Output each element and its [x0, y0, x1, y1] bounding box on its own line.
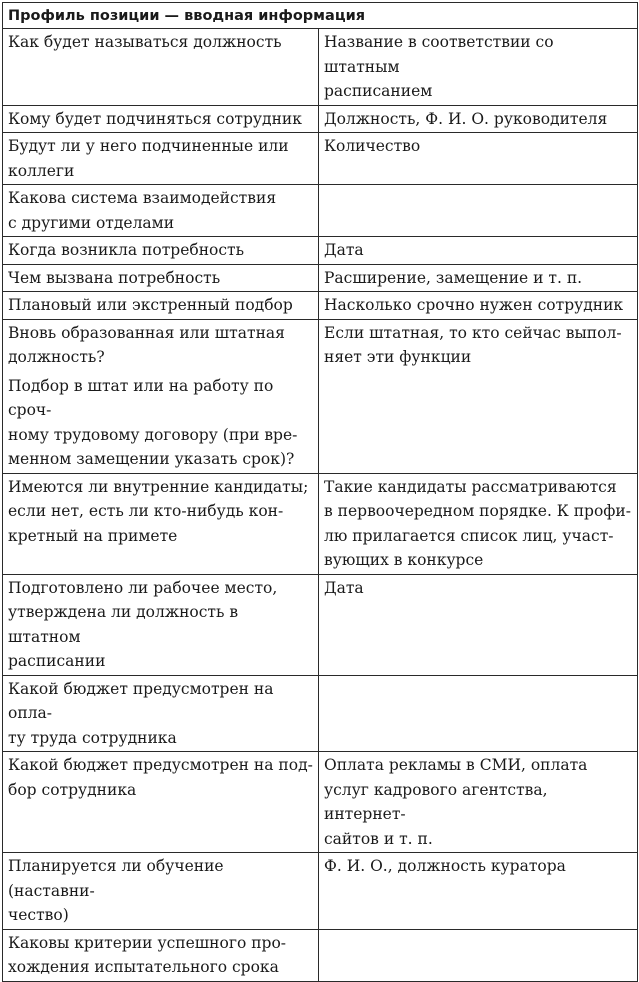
- answer-cell-text-line: Название в соответствии со штатным: [324, 33, 554, 76]
- question-cell-text-line: Вновь образованная или штатная: [8, 323, 285, 342]
- question-cell-paragraph: [8, 931, 314, 980]
- table-row: [3, 319, 638, 473]
- question-cell: [3, 185, 319, 237]
- answer-cell-text-line: няет эти функции: [324, 348, 472, 366]
- question-cell-text-line: Когда возникла потребность: [8, 241, 245, 259]
- answer-cell-paragraph: [324, 30, 633, 104]
- question-cell-text-line: должность?: [8, 348, 105, 366]
- answer-cell: [319, 574, 638, 675]
- table-row: [3, 853, 638, 930]
- question-cell-paragraph: [8, 107, 314, 132]
- table-row: [3, 29, 638, 106]
- answer-cell-text-line: вующих в конкурсе: [324, 551, 484, 569]
- answer-cell-text-line: лю прилагается список лиц, участ-: [324, 526, 614, 545]
- question-cell-paragraph: [8, 576, 314, 674]
- table-row: [3, 752, 638, 853]
- table-row: [3, 264, 638, 292]
- question-cell-text-line: Какой бюджет предусмотрен на под-: [8, 756, 313, 774]
- question-cell-text-line: утверждена ли должность в штатном: [8, 603, 239, 646]
- question-cell: [3, 675, 319, 752]
- question-cell: [3, 752, 319, 853]
- question-cell-text-line: Подбор в штат или на работу по сроч-: [8, 376, 274, 419]
- question-cell: [3, 29, 319, 106]
- question-cell-text-line: Будут ли у него подчиненные или: [8, 137, 289, 155]
- answer-cell-paragraph: [324, 854, 633, 879]
- question-cell-text-line: бор сотрудника: [8, 780, 137, 799]
- question-cell-paragraph: [8, 293, 314, 318]
- answer-cell-paragraph: [324, 107, 633, 132]
- question-cell-paragraph: [8, 677, 314, 751]
- answer-cell-paragraph: [324, 576, 633, 601]
- answer-cell-text-line: Ф. И. О., должность куратора: [324, 857, 566, 875]
- question-cell-text-line: хождения испытательного срока: [8, 958, 279, 976]
- answer-cell: [319, 264, 638, 292]
- answer-cell-paragraph: [324, 266, 633, 291]
- answer-cell-text-line: в первоочередном порядке. К профи-: [324, 502, 632, 520]
- question-cell-text-line: расписании: [8, 652, 106, 670]
- question-cell: [3, 319, 319, 473]
- answer-cell-paragraph: [324, 238, 633, 263]
- question-cell: [3, 473, 319, 574]
- question-cell-paragraph: [8, 374, 314, 472]
- table-title-row: [3, 3, 638, 29]
- answer-cell-text-line: Количество: [324, 137, 421, 155]
- question-cell: [3, 853, 319, 930]
- question-cell-text-line: Кому будет подчиняться сотрудник: [8, 109, 302, 128]
- table-row: [3, 185, 638, 237]
- question-cell-text-line: Какой бюджет предусмотрен на опла-: [8, 679, 274, 722]
- answer-cell-text-line: Должность, Ф. И. О. руководителя: [324, 109, 608, 128]
- answer-cell-text-line: услуг кадрового агентства, интернет-: [324, 780, 548, 823]
- answer-cell: [319, 292, 638, 320]
- answer-cell-paragraph: [324, 753, 633, 851]
- question-cell-text-line: коллеги: [8, 161, 75, 180]
- question-cell-paragraph: [8, 321, 314, 370]
- table-row: [3, 292, 638, 320]
- question-cell-text-line: Как будет называться должность: [8, 33, 282, 51]
- question-cell-text-line: чество): [8, 906, 69, 924]
- position-profile-table: [2, 2, 638, 982]
- answer-cell-text-line: расписанием: [324, 82, 433, 100]
- question-cell-text-line: Подготовлено ли рабочее место,: [8, 578, 278, 597]
- question-cell-text-line: Какова система взаимодействия: [8, 189, 277, 207]
- question-cell-paragraph: [8, 238, 314, 263]
- question-cell-text-line: Каковы критерии успешного про-: [8, 933, 287, 952]
- question-cell-text-line: Имеются ли внутренние кандидаты;: [8, 477, 309, 496]
- table-header: [3, 3, 638, 29]
- table-row: [3, 473, 638, 574]
- question-cell: [3, 292, 319, 320]
- answer-cell: [319, 237, 638, 265]
- answer-cell-paragraph: [324, 321, 633, 370]
- answer-cell: [319, 473, 638, 574]
- question-cell-paragraph: [8, 30, 314, 55]
- table-row: [3, 105, 638, 133]
- question-cell-text-line: ному трудовому договору (при вре-: [8, 425, 298, 444]
- question-cell: [3, 929, 319, 981]
- answer-cell-text-line: Расширение, замещение и т. п.: [324, 268, 583, 287]
- answer-cell: [319, 29, 638, 106]
- answer-cell: [319, 319, 638, 473]
- table-row: [3, 237, 638, 265]
- question-cell-text-line: Плановый или экстренный подбор: [8, 296, 293, 314]
- answer-cell-paragraph: [324, 134, 633, 159]
- question-cell: [3, 237, 319, 265]
- question-cell-paragraph: [8, 475, 314, 549]
- question-cell-text-line: если нет, есть ли кто-нибудь кон-: [8, 502, 284, 520]
- answer-cell: [319, 133, 638, 185]
- answer-cell-text-line: Оплата рекламы в СМИ, оплата: [324, 756, 588, 774]
- answer-cell-text-line: Дата: [324, 578, 364, 597]
- question-cell-text-line: кретный на примете: [8, 526, 178, 545]
- question-cell-text-line: ту труда сотрудника: [8, 728, 177, 747]
- question-cell-text-line: менном замещении указать срок)?: [8, 450, 295, 468]
- table-body: [3, 29, 638, 982]
- answer-cell: [319, 929, 638, 981]
- question-cell: [3, 133, 319, 185]
- answer-cell-text-line: Дата: [324, 241, 364, 259]
- answer-cell-paragraph: [324, 293, 633, 318]
- table-row: [3, 574, 638, 675]
- table-row: [3, 133, 638, 185]
- answer-cell: [319, 105, 638, 133]
- question-cell-paragraph: [8, 266, 314, 291]
- question-cell-text-line: Планируется ли обучение (наставни-: [8, 857, 224, 900]
- question-cell-paragraph: [8, 134, 314, 183]
- question-cell-paragraph: [8, 186, 314, 235]
- answer-cell: [319, 185, 638, 237]
- answer-cell-text-line: Если штатная, то кто сейчас выпол-: [324, 323, 622, 342]
- answer-cell: [319, 675, 638, 752]
- table-row: [3, 675, 638, 752]
- answer-cell-text-line: Такие кандидаты рассматриваются: [324, 477, 617, 496]
- table-row: [3, 929, 638, 981]
- answer-cell: [319, 853, 638, 930]
- question-cell-text-line: с другими отделами: [8, 213, 175, 232]
- question-cell-text-line: Чем вызвана потребность: [8, 268, 221, 287]
- question-cell: [3, 574, 319, 675]
- question-cell-paragraph: [8, 854, 314, 928]
- question-cell: [3, 264, 319, 292]
- question-cell: [3, 105, 319, 133]
- table-title: Профиль позиции — вводная информация: [3, 3, 638, 29]
- answer-cell-text-line: сайтов и т. п.: [324, 829, 433, 848]
- answer-cell-text-line: Насколько срочно нужен сотрудник: [324, 296, 624, 314]
- answer-cell-paragraph: [324, 475, 633, 573]
- answer-cell: [319, 752, 638, 853]
- question-cell-paragraph: [8, 753, 314, 802]
